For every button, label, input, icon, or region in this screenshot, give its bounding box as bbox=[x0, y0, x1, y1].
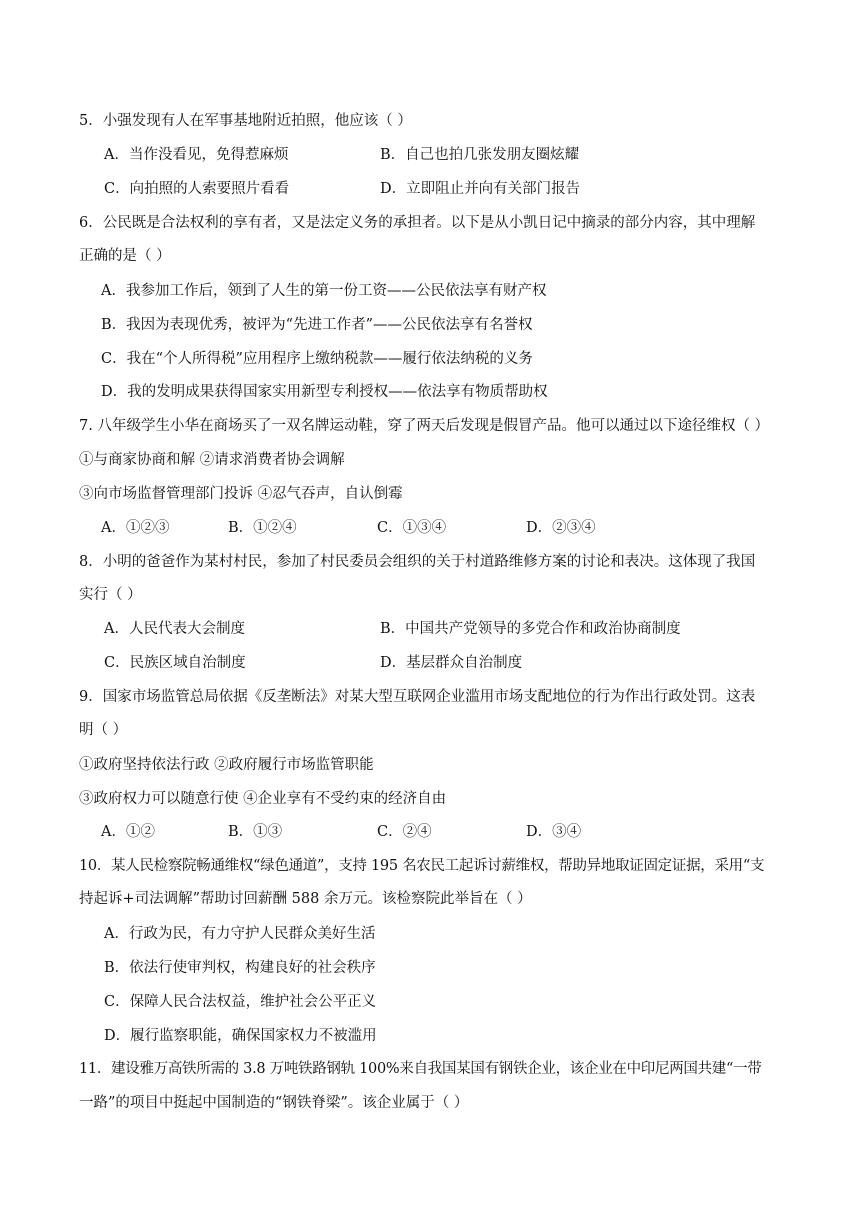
question-9-option-b: B．①③ bbox=[228, 824, 283, 840]
question-6-option-c: C．我在“个人所得税”应用程序上缴纳税款——履行依法纳税的义务 bbox=[101, 351, 533, 367]
question-9-stem-line-2: 明（ ） bbox=[79, 722, 128, 738]
question-7-choices-2: ③向市场监督管理部门投诉 ④忍气吞声，自认倒霉 bbox=[79, 486, 403, 502]
question-10-option-c: C．保障人民合法权益，维护社会公平正义 bbox=[104, 994, 377, 1010]
question-8-stem-line-1: 8．小明的爸爸作为某村村民，参加了村民委员会组织的关于村道路维修方案的讨论和表决。这体现了我国 bbox=[79, 554, 756, 570]
question-9-stem-line-1: 9．国家市场监管总局依据《反垄断法》对某大型互联网企业滥用市场支配地位的行为作出行政处罚。这表 bbox=[79, 689, 756, 705]
question-7-option-b: B．①②④ bbox=[228, 520, 297, 536]
question-6-stem-line-2: 正确的是（ ） bbox=[79, 248, 171, 264]
question-8-stem-line-2: 实行（ ） bbox=[79, 587, 142, 603]
question-10-option-b: B．依法行使审判权，构建良好的社会秩序 bbox=[104, 960, 376, 976]
question-5-stem: 5．小强发现有人在军事基地附近拍照，他应该（ ） bbox=[79, 113, 412, 129]
question-9-option-c: C．②④ bbox=[377, 824, 432, 840]
question-8-option-a: A．人民代表大会制度 bbox=[104, 621, 245, 637]
question-9-choices-2: ③政府权力可以随意行使 ④企业享有不受约束的经济自由 bbox=[79, 791, 447, 807]
question-6-option-b: B．我因为表现优秀，被评为“先进工作者”——公民依法享有名誉权 bbox=[101, 317, 533, 333]
question-10-stem-line-2: 持起诉+司法调解”帮助讨回薪酬 588 余万元。该检察院此举旨在（ ） bbox=[79, 891, 532, 907]
question-9-choices-1: ①政府坚持依法行政 ②政府履行市场监管职能 bbox=[79, 757, 374, 773]
question-5-option-c: C．向拍照的人索要照片看看 bbox=[104, 181, 290, 197]
question-5-option-b: B．自己也拍几张发朋友圈炫耀 bbox=[380, 147, 580, 163]
question-8-option-c: C．民族区域自治制度 bbox=[104, 655, 246, 671]
question-8-option-b: B．中国共产党领导的多党合作和政治协商制度 bbox=[380, 621, 681, 637]
question-9-option-a: A．①② bbox=[101, 824, 155, 840]
question-10-option-d: D．履行监察职能，确保国家权力不被滥用 bbox=[104, 1028, 377, 1044]
question-7-choices-1: ①与商家协商和解 ②请求消费者协会调解 bbox=[79, 452, 345, 468]
question-6-stem-line-1: 6．公民既是合法权利的享有者，又是法定义务的承担者。以下是从小凯日记中摘录的部分内容，其中理解 bbox=[79, 215, 756, 231]
question-10-option-a: A．行政为民，有力守护人民群众美好生活 bbox=[104, 926, 376, 942]
question-7-stem: 7. 八年级学生小华在商场买了一双名牌运动鞋，穿了两天后发现是假冒产品。他可以通过以下途径维权（ ） bbox=[79, 418, 770, 434]
question-10-stem-line-1: 10．某人民检察院畅通维权“绿色通道”，支持 195 名农民工起诉讨薪维权，帮助异地取证固定证据，采用“支 bbox=[79, 858, 765, 874]
question-5-option-a: A．当作没看见，免得惹麻烦 bbox=[104, 147, 289, 163]
question-9-option-d: D．③④ bbox=[526, 824, 582, 840]
question-11-stem-line-1: 11．建设雅万高铁所需的 3.8 万吨铁路钢轨 100%来自我国某国有钢铁企业，该企业在中印尼两国共建“一带 bbox=[79, 1061, 762, 1077]
question-7-option-a: A．①②③ bbox=[101, 520, 170, 536]
question-6-option-d: D．我的发明成果获得国家实用新型专利授权——依法享有物质帮助权 bbox=[101, 384, 548, 400]
question-7-option-d: D．②③④ bbox=[526, 520, 596, 536]
question-6-option-a: A．我参加工作后，领到了人生的第一份工资——公民依法享有财产权 bbox=[101, 283, 547, 299]
question-11-stem-line-2: 一路”的项目中挺起中国制造的“钢铁脊梁”。该企业属于（ ） bbox=[79, 1095, 469, 1111]
question-8-option-d: D．基层群众自治制度 bbox=[380, 655, 523, 671]
question-5-option-d: D．立即阻止并向有关部门报告 bbox=[380, 181, 581, 197]
question-7-option-c: C．①③④ bbox=[377, 520, 447, 536]
